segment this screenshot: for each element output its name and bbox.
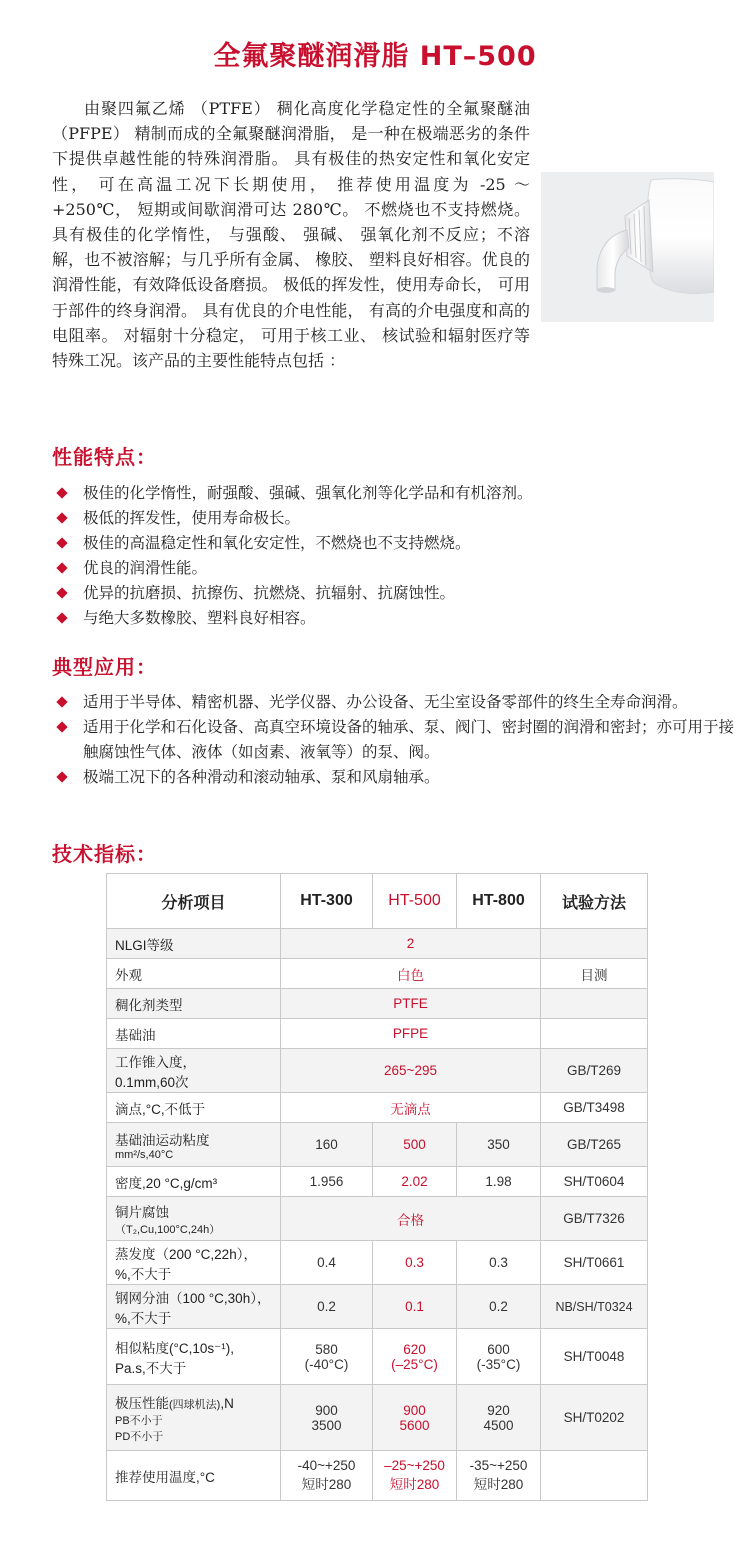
spec-table [106, 873, 648, 1501]
list-item: 优良的润滑性能。 [56, 556, 740, 581]
features-heading: 性能特点： [52, 445, 157, 469]
list-item: 适用于化学和石化设备、高真空环境设备的轴承、泵、阀门、密封圈的润滑和密封；亦可用于接触腐蚀性气体、液体（如卤素、液氧等）的泵、阀。 [56, 715, 740, 765]
diamond-bullet-icon [56, 487, 67, 498]
table-row: 钢网分油（100 °C,30h）， %,不大于 0.2 0.1 0.2 NB/SH/T0324 [107, 1285, 648, 1329]
header-item: 分析项目 [107, 874, 281, 929]
table-row: 蒸发度（200 °C,22h）， %,不大于 0.4 0.3 0.3 SH/T0661 [107, 1241, 648, 1285]
table-row: 相似粘度(°C,10s⁻¹), Pa.s,不大于 580 (-40°C) 620 (–25°C) 600 (-35°C) SH/T0048 [107, 1329, 648, 1385]
list-item: 与绝大多数橡胶、塑料良好相容。 [56, 606, 740, 631]
table-header-row [107, 874, 648, 929]
header-ht300: HT-300 [281, 874, 373, 929]
diamond-bullet-icon [56, 512, 67, 523]
list-item: 优异的抗磨损、抗擦伤、抗燃烧、抗辐射、抗腐蚀性。 [56, 581, 740, 606]
table-row: NLGI等级 2 [107, 929, 648, 959]
header-ht500: HT-500 [373, 874, 457, 929]
grease-tube-image [541, 172, 714, 322]
diamond-bullet-icon [56, 562, 67, 573]
diamond-bullet-icon [56, 612, 67, 623]
table-row: 铜片腐蚀 （T₂,Cu,100°C,24h） 合格 GB/T7326 [107, 1197, 648, 1241]
list-item: 极端工况下的各种滑动和滚动轴承、泵和风扇轴承。 [56, 765, 740, 790]
table-row: 基础油运动粘度 mm²/s,40°C 160 500 350 GB/T265 [107, 1123, 648, 1167]
table-row: 滴点,°C,不低于 无滴点 GB/T3498 [107, 1093, 648, 1123]
table-row: 基础油 PFPE [107, 1019, 648, 1049]
diamond-bullet-icon [56, 771, 67, 782]
table-row: 极压性能(四球机法),N PB不小于 PD不小于 900 3500 900 5600 920 4500 SH/T0202 [107, 1385, 648, 1451]
list-item: 极佳的高温稳定性和氧化安定性，不燃烧也不支持燃烧。 [56, 531, 740, 556]
diamond-bullet-icon [56, 696, 67, 707]
table-row: 稠化剂类型 PTFE [107, 989, 648, 1019]
list-item: 极低的挥发性，使用寿命极长。 [56, 506, 740, 531]
diamond-bullet-icon [56, 587, 67, 598]
list-item: 适用于半导体、精密机器、光学仪器、办公设备、无尘室设备零部件的终生全寿命润滑。 [56, 690, 740, 715]
page-title: 全氟聚醚润滑脂 HT–500 [213, 41, 537, 72]
diamond-bullet-icon [56, 721, 67, 732]
product-photo [541, 172, 714, 322]
table-row: 外观 白色 目测 [107, 959, 648, 989]
applications-heading: 典型应用： [52, 655, 157, 679]
header-ht800: HT-800 [457, 874, 541, 929]
table-row: 工作锥入度， 0.1mm,60次 265~295 GB/T269 [107, 1049, 648, 1093]
table-row: 推荐使用温度,°C -40~+250 短时280 –25~+250 短时280 -35~+250 短时280 [107, 1451, 648, 1501]
intro-paragraph: 由聚四氟乙烯 （PTFE） 稠化高度化学稳定性的全氟聚醚油 （PFPE） 精制而成的全氟聚醚润滑脂， 是一种在极端恶劣的条件下提供卓越性能的特殊润滑脂。 具有极佳的热安定性和氧化安定性， 可在高温工况下长期使用， 推荐使用温度为 -25 ～ +250℃， 短期或间歇润滑可达 280℃。 不燃烧也不支持燃烧。 具有极佳的化学惰性， 与强酸、 强碱、 强氧化剂不反应；不溶解，也不被溶解；与几乎所有金属、 橡胶、 塑料良好相容。优良的润滑性能，有效降低设备磨损。 极低的挥发性，使用寿命长， 可用于部件的终身润滑。 具有优良的介电性能， 有高的介电强度和高的电阻率。 对辐射十分稳定， 可用于核工业、 核试验和辐射医疗等特殊工况。该产品的主要性能特点包括 ： [52, 99, 530, 371]
list-item: 极佳的化学惰性，耐强酸、强碱、强氧化剂等化学品和有机溶剂。 [56, 481, 740, 506]
specs-heading: 技术指标： [52, 842, 157, 866]
diamond-bullet-icon [56, 537, 67, 548]
applications-list [56, 690, 740, 790]
header-method: 试验方法 [541, 874, 648, 929]
table-row: 密度,20 °C,g/cm³ 1.956 2.02 1.98 SH/T0604 [107, 1167, 648, 1197]
features-list [56, 481, 740, 631]
